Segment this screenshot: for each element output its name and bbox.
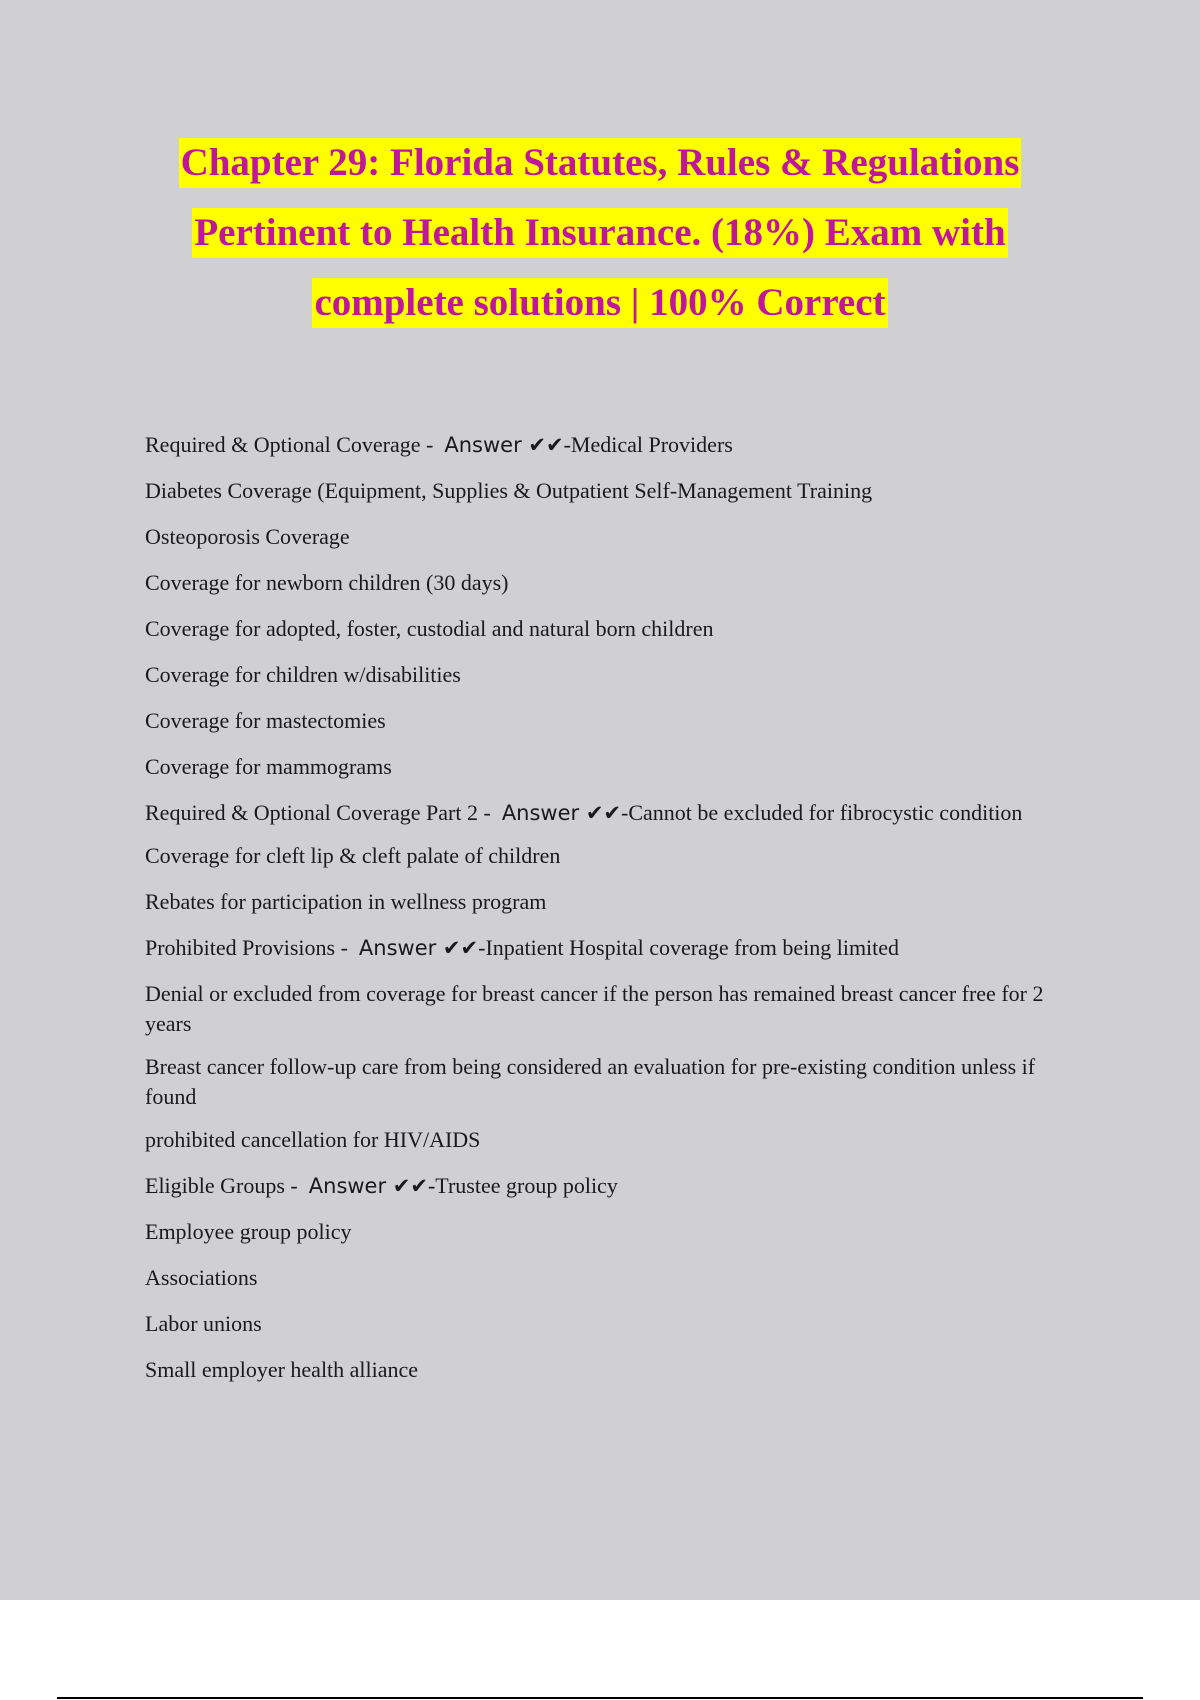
document-title <box>0 138 1200 348</box>
list-item: Rebates for participation in wellness program <box>145 889 547 914</box>
list-item: Labor unions <box>145 1311 262 1336</box>
qa-item <box>145 1171 1090 1201</box>
answer-text: -Trustee group policy <box>427 1173 618 1198</box>
answer-text: -Cannot be excluded for fibrocystic condition <box>621 800 1023 825</box>
list-item: Breast cancer follow-up care from being considered an evaluation for pre-existing condition unless if found <box>145 1054 1036 1109</box>
qa-item <box>145 430 1090 460</box>
question-text: Prohibited Provisions - <box>145 935 348 960</box>
title-line-1: Chapter 29: Florida Statutes, Rules & Regulations <box>179 138 1022 188</box>
list-item: Coverage for adopted, foster, custodial and natural born children <box>145 616 714 641</box>
answer-marker: Answer ✔✔ <box>308 1174 428 1198</box>
list-item: prohibited cancellation for HIV/AIDS <box>145 1127 481 1152</box>
list-item: Diabetes Coverage (Equipment, Supplies & Outpatient Self-Management Training <box>145 478 873 503</box>
qa-list <box>145 430 1090 1401</box>
list-item: Denial or excluded from coverage for breast cancer if the person has remained breast cancer free for 2 years <box>145 981 1044 1036</box>
list-item: Small employer health alliance <box>145 1357 419 1382</box>
list-item: Associations <box>145 1265 258 1290</box>
list-item: Coverage for children w/disabilities <box>145 662 461 687</box>
list-item: Employee group policy <box>145 1219 352 1244</box>
list-item: Coverage for cleft lip & cleft palate of children <box>145 843 561 868</box>
footer-divider <box>57 1697 1143 1699</box>
answer-text: -Inpatient Hospital coverage from being limited <box>478 935 900 960</box>
answer-marker: Answer ✔✔ <box>444 433 564 457</box>
qa-item <box>145 933 1090 963</box>
question-text: Eligible Groups - <box>145 1173 298 1198</box>
list-item: Coverage for mammograms <box>145 754 392 779</box>
title-line-2: Pertinent to Health Insurance. (18%) Exam with <box>192 208 1007 258</box>
question-text: Required & Optional Coverage Part 2 - <box>145 800 491 825</box>
list-item: Coverage for newborn children (30 days) <box>145 570 509 595</box>
qa-item <box>145 798 1090 828</box>
question-text: Required & Optional Coverage - <box>145 432 434 457</box>
answer-text: -Medical Providers <box>563 432 733 457</box>
title-line-3: complete solutions | 100% Correct <box>312 278 887 328</box>
list-item: Coverage for mastectomies <box>145 708 386 733</box>
list-item: Osteoporosis Coverage <box>145 524 350 549</box>
answer-marker: Answer ✔✔ <box>358 936 479 960</box>
answer-marker: Answer ✔✔ <box>501 801 622 825</box>
